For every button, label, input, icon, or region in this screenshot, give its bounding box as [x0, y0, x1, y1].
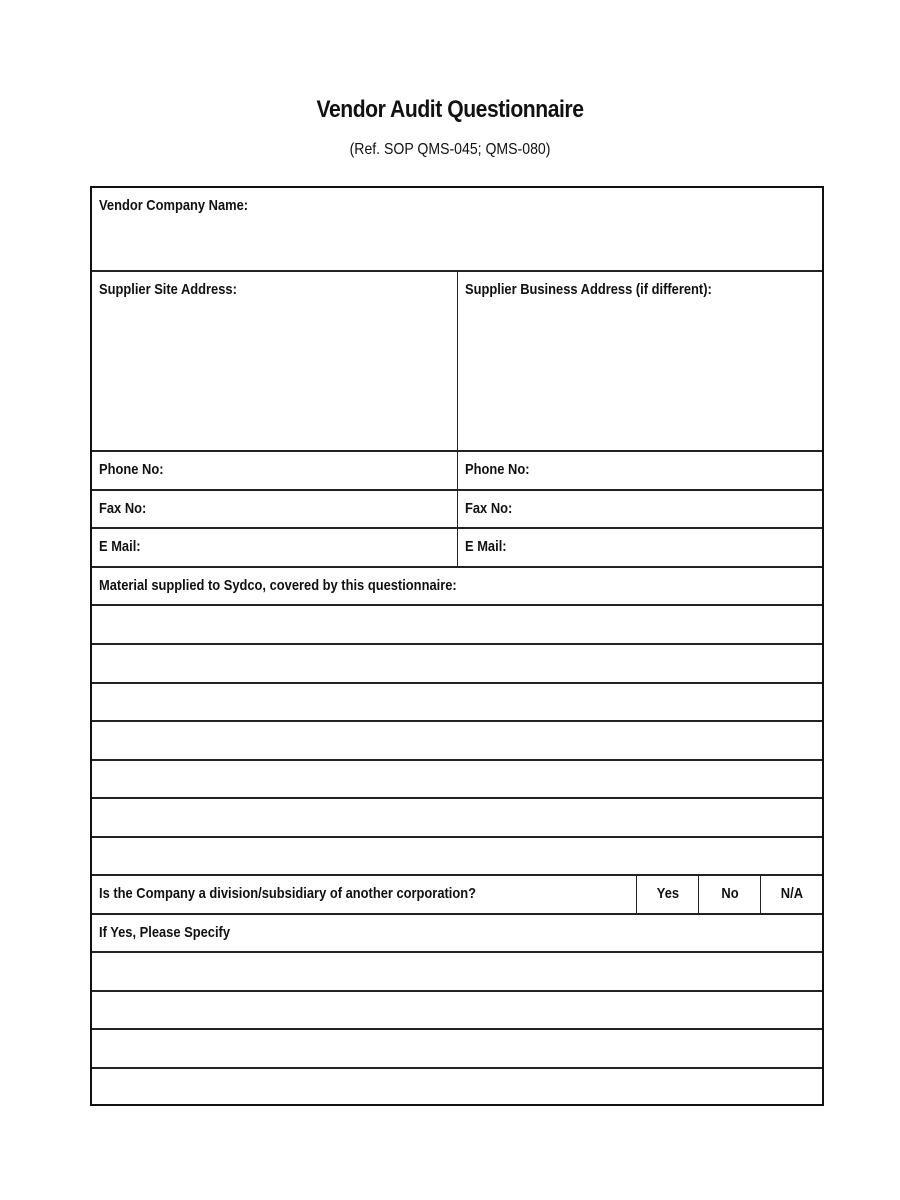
vendor-audit-form	[90, 186, 824, 1106]
document-subtitle: (Ref. SOP QMS-045; QMS-080)	[349, 141, 551, 158]
material-line[interactable]	[92, 797, 822, 836]
site-phone-field[interactable]	[92, 452, 457, 489]
subsidiary-question: Is the Company a division/subsidiary of another corporation?	[99, 885, 477, 902]
business-email-field[interactable]	[457, 529, 823, 566]
material-line[interactable]	[92, 720, 822, 759]
yes-option[interactable]: Yes	[636, 876, 698, 913]
material-line[interactable]	[92, 643, 822, 682]
if-yes-specify-label: If Yes, Please Specify	[99, 924, 231, 941]
site-fax-label: Fax No:	[99, 500, 147, 517]
business-email-label: E Mail:	[464, 538, 507, 555]
business-fax-field[interactable]	[457, 491, 823, 527]
material-line[interactable]	[92, 759, 822, 797]
business-fax-label: Fax No:	[464, 500, 512, 517]
specify-line[interactable]	[92, 990, 822, 1028]
business-phone-field[interactable]	[457, 452, 823, 489]
site-email-label: E Mail:	[99, 538, 141, 555]
site-email-field[interactable]	[92, 529, 457, 566]
vendor-company-name-label: Vendor Company Name:	[99, 197, 249, 214]
material-line[interactable]	[92, 604, 822, 643]
business-phone-label: Phone No:	[464, 461, 529, 478]
site-fax-field[interactable]	[92, 491, 457, 527]
supplier-business-address-field[interactable]	[457, 272, 823, 450]
material-supplied-label: Material supplied to Sydco, covered by this questionnaire:	[99, 577, 457, 594]
supplier-site-address-label: Supplier Site Address:	[99, 281, 237, 298]
no-option[interactable]: No	[698, 876, 760, 913]
site-phone-label: Phone No:	[99, 461, 164, 478]
document-title: Vendor Audit Questionnaire	[316, 96, 584, 123]
specify-line[interactable]	[92, 1028, 822, 1067]
vendor-company-name-field[interactable]	[92, 188, 822, 270]
material-line[interactable]	[92, 682, 822, 720]
specify-line[interactable]	[92, 951, 822, 990]
material-line[interactable]	[92, 836, 822, 874]
supplier-site-address-field[interactable]	[92, 272, 457, 450]
specify-line[interactable]	[92, 1067, 822, 1104]
na-option[interactable]: N/A	[760, 876, 822, 913]
supplier-business-address-label: Supplier Business Address (if different):	[464, 281, 712, 298]
